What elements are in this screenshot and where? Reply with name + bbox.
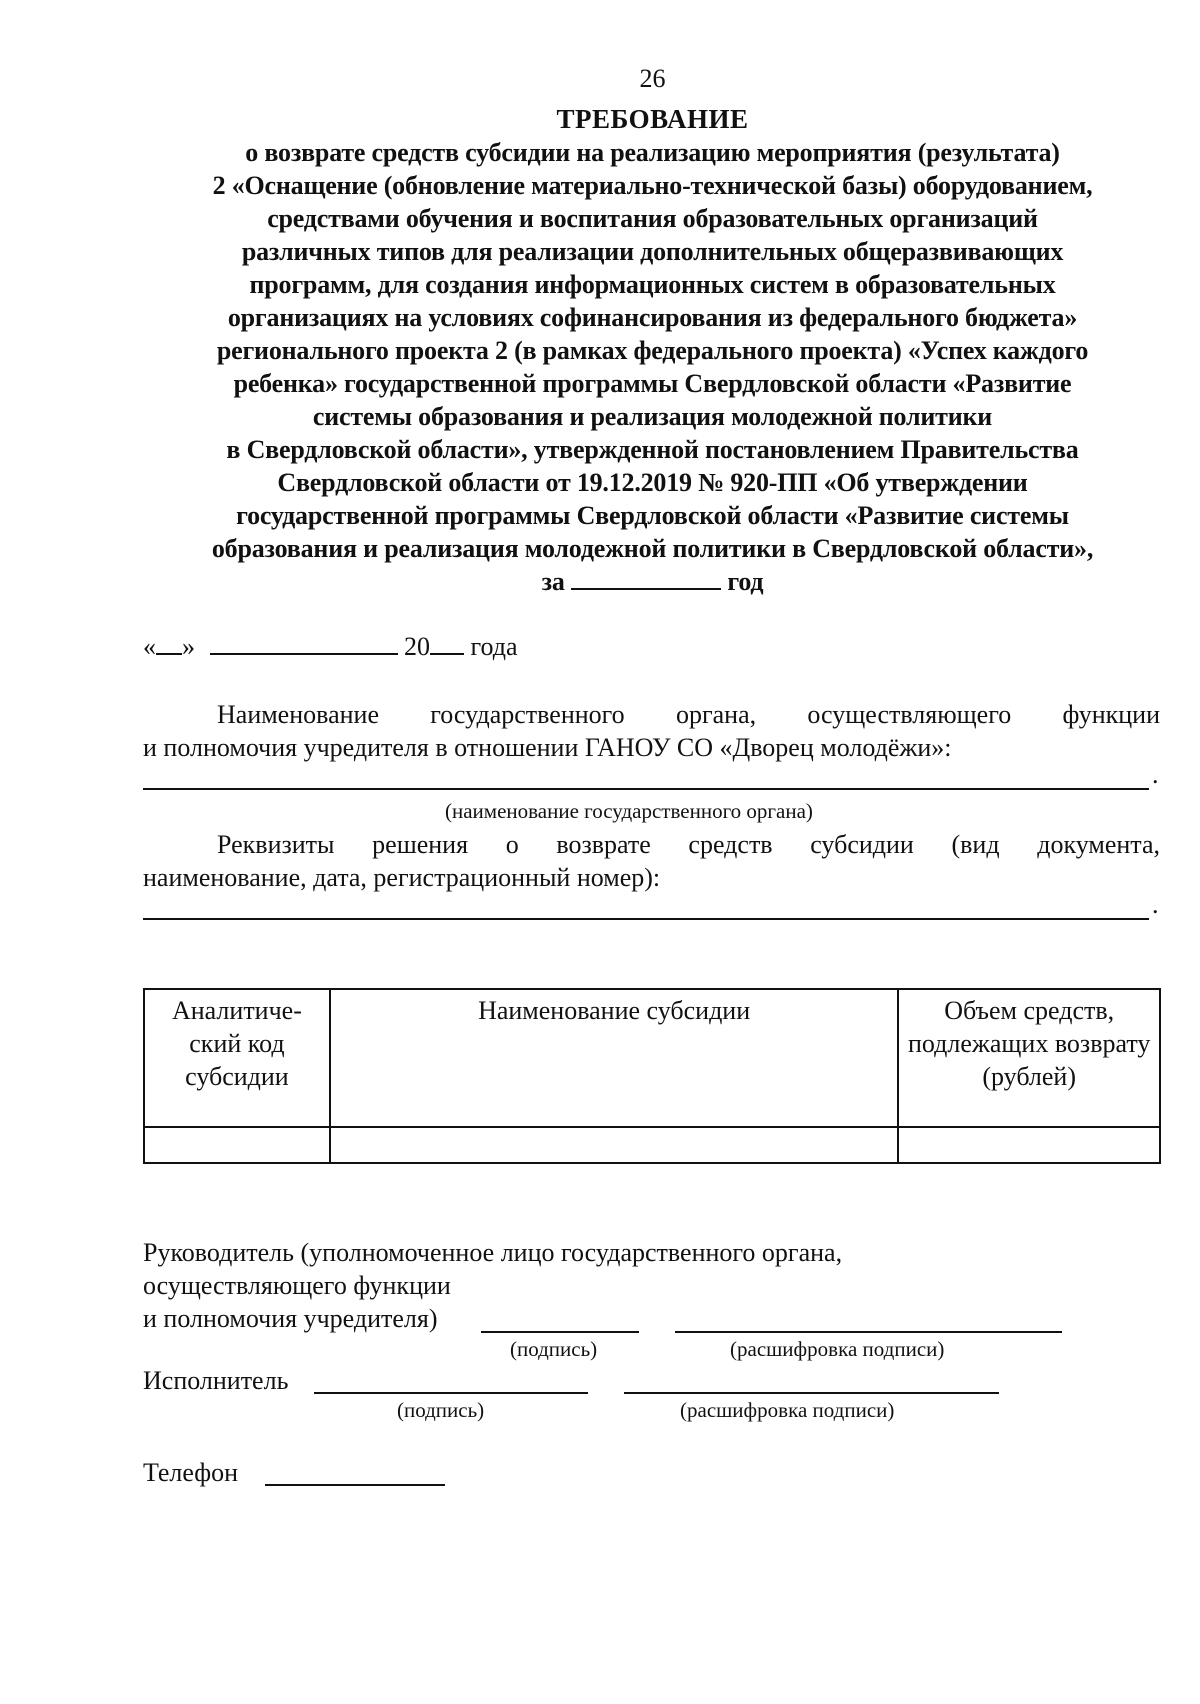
- decision-line-2: наименование, дата, регистрационный номер):: [143, 863, 661, 892]
- executor-signature-line[interactable]: [314, 1392, 588, 1394]
- title-line: государственной программы Свердловской области «Развитие системы: [236, 501, 1069, 530]
- year-suffix: год: [727, 567, 764, 596]
- head-decoding-caption: (расшифровка подписи): [730, 1337, 945, 1361]
- head-label-line-1: Руководитель (уполномоченное лицо государственного органа,: [143, 1238, 843, 1267]
- table-cell-code[interactable]: [144, 1127, 330, 1163]
- year-prefix: 20: [404, 632, 430, 661]
- authority-caption: (наименование государственного органа): [445, 799, 813, 823]
- close-quote: »: [182, 632, 195, 661]
- head-label-line-2: осуществляющего функции: [143, 1271, 451, 1300]
- authority-line-1: Наименование государственного органа, осуществляющего функции: [217, 700, 1160, 729]
- head-signature-caption: (подпись): [510, 1337, 598, 1361]
- line-end-dot: .: [1152, 760, 1159, 789]
- phone-line[interactable]: [265, 1484, 445, 1486]
- executor-signature-caption: (подпись): [397, 1398, 485, 1422]
- title-line: программ, для создания информационных систем в образовательных: [249, 270, 1056, 299]
- subsidy-table: [143, 988, 1161, 1164]
- title-main: ТРЕБОВАНИЕ: [556, 104, 749, 134]
- page-number: 26: [639, 64, 666, 93]
- day-blank[interactable]: [156, 653, 182, 655]
- title-line: 2 «Оснащение (обновление материально-технической базы) оборудованием,: [212, 171, 1093, 200]
- line-end-dot: .: [1152, 890, 1159, 919]
- table-row: [144, 1127, 1160, 1163]
- title-line: регионального проекта 2 (в рамках федерального проекта) «Успех каждого: [216, 336, 1089, 365]
- month-blank[interactable]: [210, 653, 398, 655]
- executor-decoding-caption: (расшифровка подписи): [680, 1398, 895, 1422]
- column-header-code: Аналитиче-ский код субсидии: [144, 989, 330, 1127]
- table-header-row: [144, 989, 1160, 1127]
- head-label-line-3: и полномочия учредителя): [143, 1304, 438, 1333]
- title-line: образования и реализация молодежной политики в Свердловской области»,: [211, 534, 1094, 563]
- head-decoding-line[interactable]: [675, 1331, 1062, 1333]
- open-quote: «: [143, 632, 156, 661]
- document-title: [140, 103, 1165, 598]
- decision-line-1: Реквизиты решения о возврате средств субсидии (вид документа,: [217, 830, 1160, 859]
- year-suffix: года: [470, 632, 518, 661]
- phone-label: Телефон: [143, 1458, 239, 1487]
- date-line: [143, 632, 518, 662]
- executor-decoding-line[interactable]: [624, 1392, 999, 1394]
- title-line: ребенка» государственной программы Свердловской области «Развитие: [233, 369, 1072, 398]
- year-blank[interactable]: [430, 653, 464, 655]
- title-line: различных типов для реализации дополнительных общеразвивающих: [241, 237, 1064, 266]
- year-prefix: за: [541, 567, 565, 596]
- decision-blank-line[interactable]: [143, 918, 1149, 920]
- title-line: средствами обучения и воспитания образовательных организаций: [267, 204, 1038, 233]
- executor-label: Исполнитель: [143, 1366, 289, 1395]
- title-year-line: [140, 565, 1165, 598]
- table-cell-amount[interactable]: [898, 1127, 1160, 1163]
- head-signature-line[interactable]: [481, 1331, 639, 1333]
- year-blank[interactable]: [571, 588, 721, 590]
- authority-line-2: и полномочия учредителя в отношении ГАНОУ СО «Дворец молодёжи»:: [143, 733, 952, 762]
- column-header-amount: Объем средств, подлежащих возврату (рублей): [898, 989, 1160, 1127]
- title-line: о возврате средств субсидии на реализацию мероприятия (результата): [245, 138, 1060, 167]
- table-cell-name[interactable]: [330, 1127, 899, 1163]
- title-line: организациях на условиях софинансирования из федерального бюджета»: [227, 303, 1078, 332]
- title-line: в Свердловской области», утвержденной постановлением Правительства: [226, 435, 1079, 464]
- authority-blank-line[interactable]: [143, 788, 1149, 790]
- title-line: системы образования и реализация молодежной политики: [312, 402, 993, 431]
- column-header-name: Наименование субсидии: [330, 989, 899, 1127]
- title-line: Свердловской области от 19.12.2019 № 920-ПП «Об утверждении: [277, 468, 1028, 497]
